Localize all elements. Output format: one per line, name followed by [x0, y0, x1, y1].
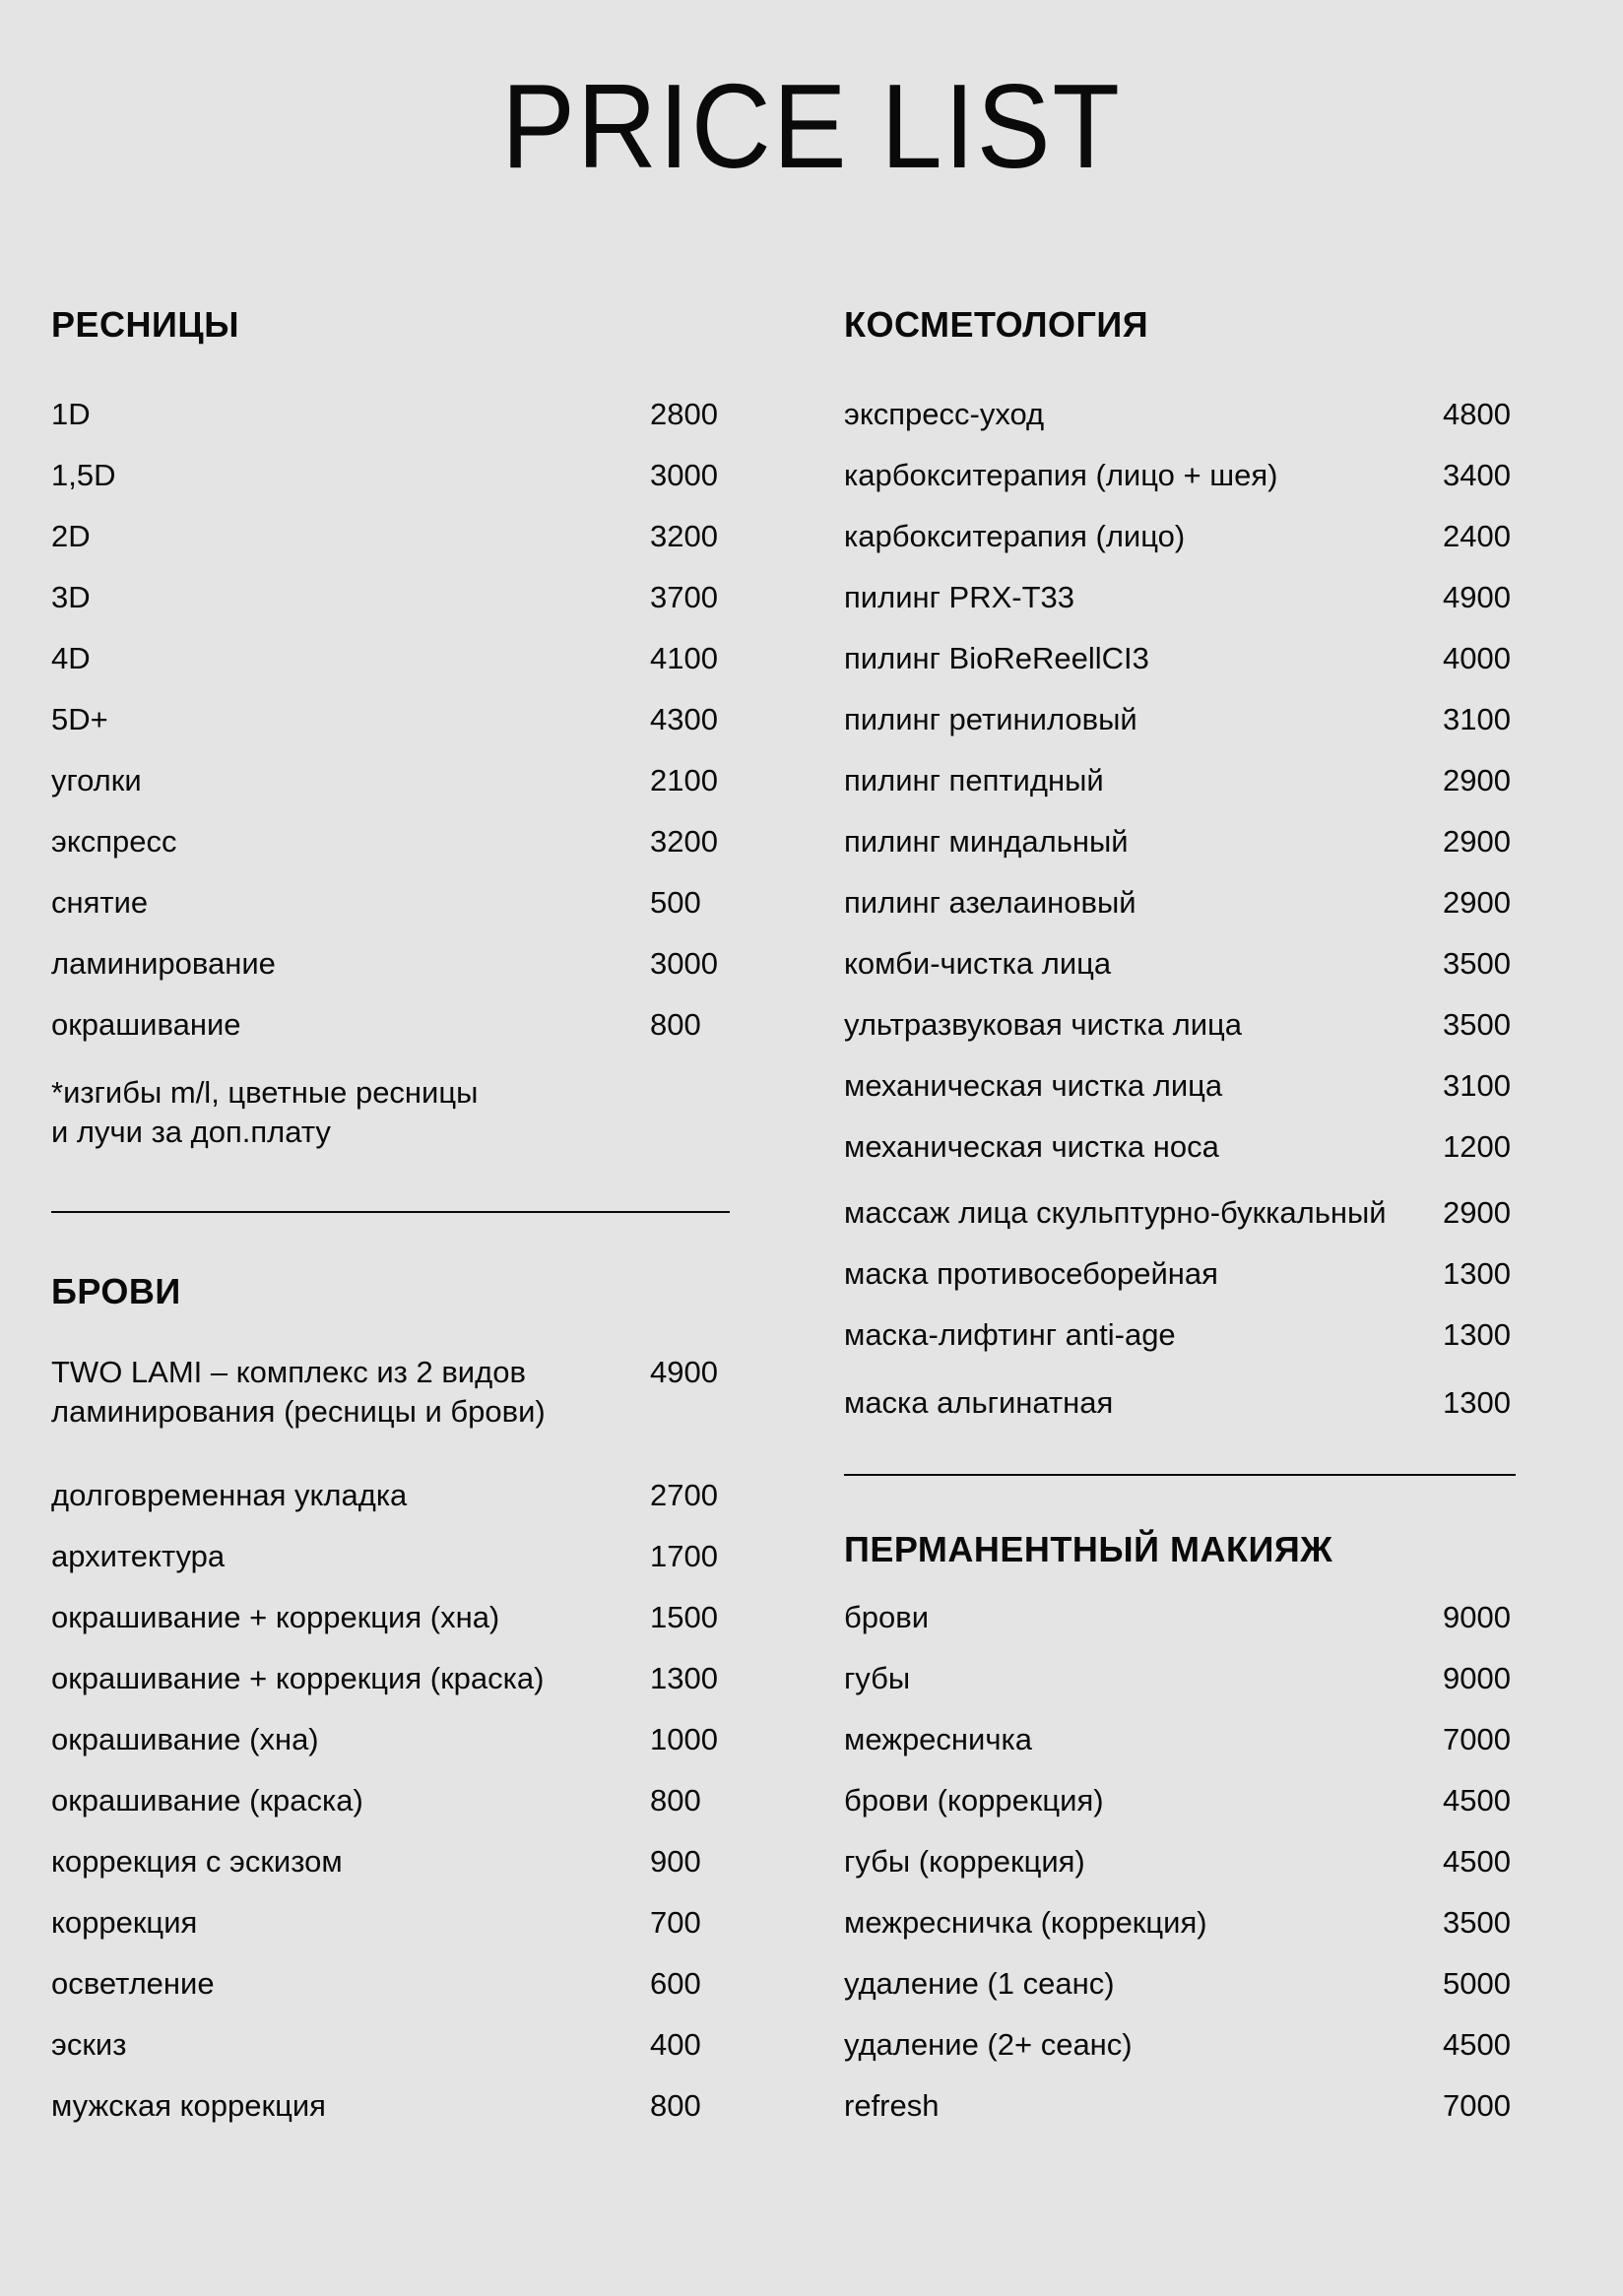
item-name: 1D [51, 397, 91, 431]
item-price: 2100 [650, 763, 718, 797]
item-name: маска противосеборейная [844, 1256, 1218, 1291]
lashes-note-line1: *изгибы m/l, цветные ресницы [51, 1075, 479, 1110]
item-price: 400 [650, 2027, 701, 2062]
item-name: пилинг азелаиновый [844, 885, 1136, 920]
item-name: 3D [51, 580, 91, 614]
item-price: 7000 [1443, 1722, 1511, 1756]
item-price: 3000 [650, 458, 718, 492]
item-price: 4500 [1443, 2027, 1511, 2062]
item-name: окрашивание + коррекция (краска) [51, 1661, 545, 1695]
item-name: осветление [51, 1966, 215, 2001]
item-price: 4300 [650, 702, 718, 736]
item-name: механическая чистка лица [844, 1068, 1223, 1103]
item-name-line2: ламинирования (ресницы и брови) [51, 1394, 546, 1429]
item-price: 4900 [650, 1355, 718, 1389]
item-name: пилинг BioReReellCI3 [844, 641, 1149, 675]
item-price: 2900 [1443, 885, 1511, 920]
item-name: механическая чистка носа [844, 1129, 1219, 1164]
item-price: 4000 [1443, 641, 1511, 675]
item-name: удаление (1 сеанс) [844, 1966, 1115, 2001]
item-price: 4900 [1443, 580, 1511, 614]
item-price: 1300 [1443, 1385, 1511, 1420]
item-price: 3100 [1443, 702, 1511, 736]
item-price: 3200 [650, 824, 718, 859]
item-price: 2900 [1443, 1195, 1511, 1230]
page-title: PRICE LIST [501, 59, 1122, 193]
item-name: межресничка (коррекция) [844, 1905, 1207, 1940]
item-price: 3200 [650, 519, 718, 553]
item-name: массаж лица скульптурно-буккальный [844, 1195, 1387, 1230]
item-price: 800 [650, 1783, 701, 1818]
section-heading-cosmetology: КОСМЕТОЛОГИЯ [844, 304, 1149, 345]
item-price: 2700 [650, 1478, 718, 1512]
item-name: пилинг PRX-T33 [844, 580, 1075, 614]
item-price: 800 [650, 1007, 701, 1042]
item-name: уголки [51, 763, 142, 797]
item-price: 4100 [650, 641, 718, 675]
item-price: 1300 [1443, 1317, 1511, 1352]
section-heading-permanent: ПЕРМАНЕНТНЫЙ МАКИЯЖ [844, 1529, 1333, 1569]
item-price: 2900 [1443, 824, 1511, 859]
item-price: 9000 [1443, 1600, 1511, 1634]
item-name: окрашивание + коррекция (хна) [51, 1600, 500, 1634]
section-heading-brows: БРОВИ [51, 1271, 181, 1311]
item-price: 1300 [1443, 1256, 1511, 1291]
item-name: долговременная укладка [51, 1478, 408, 1512]
item-price: 3500 [1443, 946, 1511, 981]
item-name: окрашивание [51, 1007, 241, 1042]
item-name: TWO LAMI – комплекс из 2 видов [51, 1355, 526, 1389]
item-name: брови [844, 1600, 930, 1634]
item-name: губы [844, 1661, 911, 1695]
item-price: 3000 [650, 946, 718, 981]
item-name: пилинг ретиниловый [844, 702, 1137, 736]
item-name: 4D [51, 641, 91, 675]
item-name: брови (коррекция) [844, 1783, 1104, 1818]
item-name: окрашивание (хна) [51, 1722, 319, 1756]
item-name: эскиз [51, 2027, 127, 2062]
item-name: 2D [51, 519, 91, 553]
item-price: 3400 [1443, 458, 1511, 492]
item-price: 4500 [1443, 1783, 1511, 1818]
section-divider [51, 1211, 730, 1213]
item-name: карбокситерапия (лицо + шея) [844, 458, 1278, 492]
item-price: 3500 [1443, 1905, 1511, 1940]
item-name: маска альгинатная [844, 1385, 1114, 1420]
item-price: 4800 [1443, 397, 1511, 431]
item-name: губы (коррекция) [844, 1844, 1085, 1879]
item-name: экспресс [51, 824, 177, 859]
item-price: 2800 [650, 397, 718, 431]
item-price: 1200 [1443, 1129, 1511, 1164]
item-name: маска-лифтинг anti-age [844, 1317, 1176, 1352]
item-price: 700 [650, 1905, 701, 1940]
item-price: 9000 [1443, 1661, 1511, 1695]
item-price: 1500 [650, 1600, 718, 1634]
item-name: коррекция [51, 1905, 198, 1940]
item-price: 900 [650, 1844, 701, 1879]
section-divider [844, 1474, 1516, 1476]
item-price: 3100 [1443, 1068, 1511, 1103]
item-name: архитектура [51, 1539, 226, 1573]
item-name: мужская коррекция [51, 2088, 326, 2123]
item-price: 600 [650, 1966, 701, 2001]
item-price: 2400 [1443, 519, 1511, 553]
item-name: удаление (2+ сеанс) [844, 2027, 1133, 2062]
item-name: коррекция с эскизом [51, 1844, 343, 1879]
item-name: ламинирование [51, 946, 276, 981]
section-heading-lashes: РЕСНИЦЫ [51, 304, 239, 345]
item-name: пилинг миндальный [844, 824, 1129, 859]
item-name: окрашивание (краска) [51, 1783, 363, 1818]
item-name: комби-чистка лица [844, 946, 1112, 981]
item-name: ультразвуковая чистка лица [844, 1007, 1243, 1042]
item-name: пилинг пептидный [844, 763, 1104, 797]
item-price: 1700 [650, 1539, 718, 1573]
item-name: 5D+ [51, 702, 108, 736]
item-name: карбокситерапия (лицо) [844, 519, 1186, 553]
item-price: 500 [650, 885, 701, 920]
lashes-note-line2: и лучи за доп.плату [51, 1115, 331, 1149]
item-name: экспресс-уход [844, 397, 1045, 431]
item-price: 3700 [650, 580, 718, 614]
item-name: refresh [844, 2088, 940, 2123]
item-name: снятие [51, 885, 149, 920]
item-name: 1,5D [51, 458, 116, 492]
item-price: 3500 [1443, 1007, 1511, 1042]
item-price: 5000 [1443, 1966, 1511, 2001]
item-price: 1000 [650, 1722, 718, 1756]
item-price: 1300 [650, 1661, 718, 1695]
item-price: 7000 [1443, 2088, 1511, 2123]
item-name: межресничка [844, 1722, 1032, 1756]
item-price: 2900 [1443, 763, 1511, 797]
item-price: 800 [650, 2088, 701, 2123]
item-price: 4500 [1443, 1844, 1511, 1879]
